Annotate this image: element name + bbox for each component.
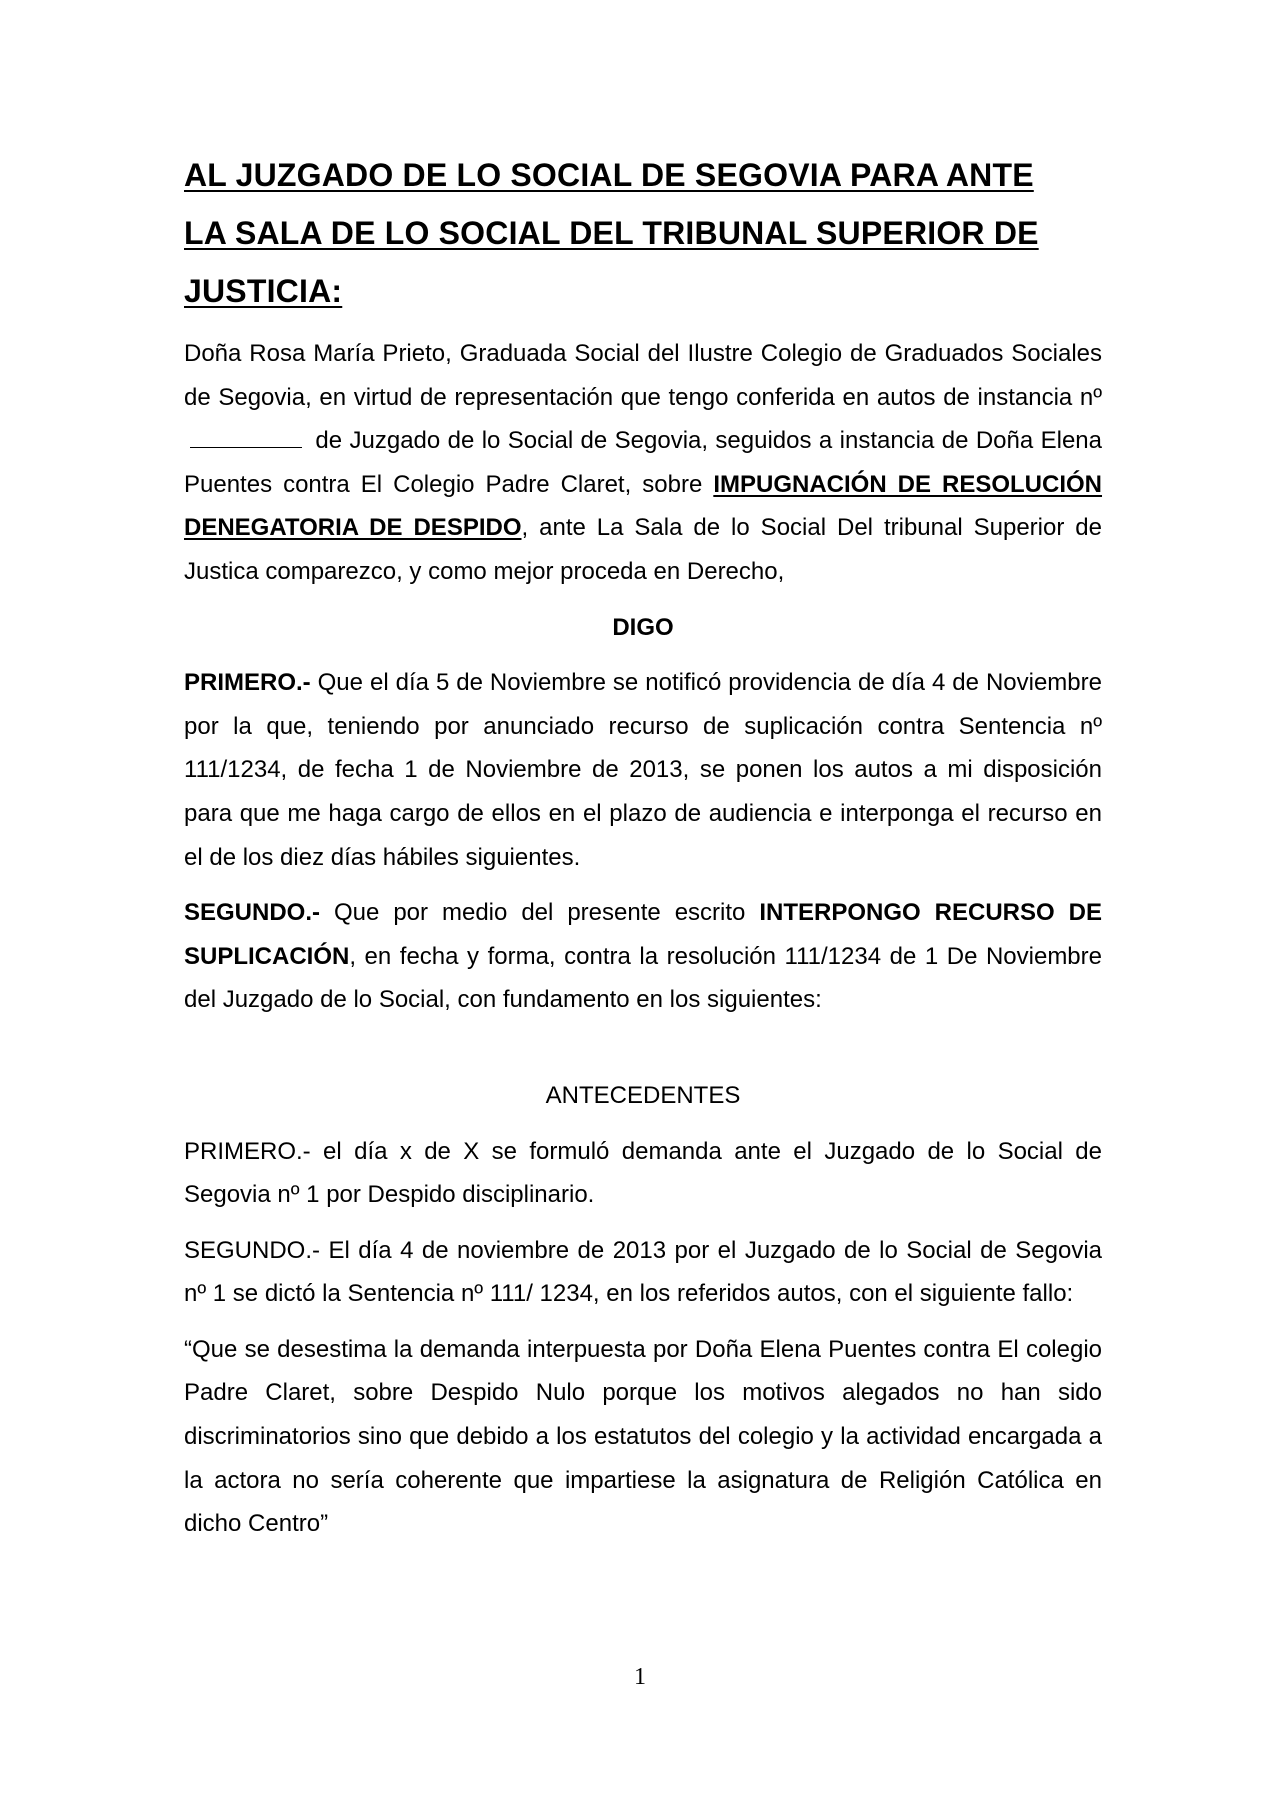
document-page bbox=[184, 146, 1102, 1558]
intro-text-1: Doña Rosa María Prieto, Graduada Social del Ilustre Colegio de Graduados Sociales de Segovia, en virtud de representación que tengo conferida en autos de instancia nº bbox=[184, 340, 1102, 411]
document-title bbox=[184, 146, 1102, 320]
title-line-3: JUSTICIA: bbox=[184, 273, 343, 309]
intro-paragraph bbox=[184, 332, 1102, 594]
digo-heading: DIGO bbox=[612, 613, 674, 641]
intro-text-3: , ante La Sala de lo Social Del tribunal Superior de Justica comparezco, y como mejor proceda en Derecho, bbox=[184, 514, 1102, 585]
segundo-bold: INTERPONGO RECURSO DE SUPLICACIÓN bbox=[184, 899, 1102, 970]
intro-text-2: de Juzgado de lo Social de Segovia, seguidos a instancia de Doña Elena Puentes contra El Colegio Padre Claret, sobre bbox=[184, 427, 1102, 498]
intro-subject: IMPUGNACIÓN DE RESOLUCIÓN DENEGATORIA DE DESPIDO bbox=[184, 470, 1103, 542]
title-line-2: LA SALA DE LO SOCIAL DEL TRIBUNAL SUPERIOR DE bbox=[184, 215, 1039, 251]
page-number: 1 bbox=[634, 1664, 646, 1690]
segundo-label: SEGUNDO.- bbox=[184, 899, 321, 927]
primero-paragraph bbox=[184, 661, 1102, 879]
segundo-text-2: , en fecha y forma, contra la resolución 111/1234 de 1 De Noviembre del Juzgado de lo Social, con fundamento en los siguientes: bbox=[184, 942, 1102, 1014]
title-line-1: AL JUZGADO DE LO SOCIAL DE SEGOVIA PARA ANTE bbox=[184, 157, 1034, 193]
antecedentes-fallo-quote: “Que se desestima la demanda interpuesta por Doña Elena Puentes contra El colegio Padre Claret, sobre Despido Nulo porque los motivos alegados no han sido discriminatorios sino que debido a los estatutos del colegio y la actividad encargada a la actora no sería coherente que impartiese la asignatura de Religión Católica en dicho Centro” bbox=[184, 1335, 1102, 1538]
case-number-blank bbox=[190, 427, 302, 448]
antecedentes-primero: PRIMERO.- el día x de X se formuló demanda ante el Juzgado de lo Social de Segovia nº 1 por Despido disciplinario. bbox=[184, 1137, 1102, 1209]
antecedentes-heading: ANTECEDENTES bbox=[545, 1081, 741, 1109]
primero-label: PRIMERO.- bbox=[184, 669, 311, 697]
segundo-paragraph bbox=[184, 891, 1102, 1022]
segundo-text-1: Que por medio del presente escrito bbox=[320, 899, 760, 927]
antecedentes-segundo: SEGUNDO.- El día 4 de noviembre de 2013 por el Juzgado de lo Social de Segovia nº 1 se dictó la Sentencia nº 111/ 1234, en los referidos autos, con el siguiente fallo: bbox=[184, 1236, 1102, 1308]
primero-text: Que el día 5 de Noviembre se notificó providencia de día 4 de Noviembre por la que, teniendo por anunciado recurso de suplicación contra Sentencia nº 111/1234, de fecha 1 de Noviembre de 2013, se ponen los autos a mi disposición para que me haga cargo de ellos en el plazo de audiencia e interponga el recurso en el de los diez días hábiles siguientes. bbox=[184, 669, 1102, 871]
spacer bbox=[184, 1034, 1102, 1074]
